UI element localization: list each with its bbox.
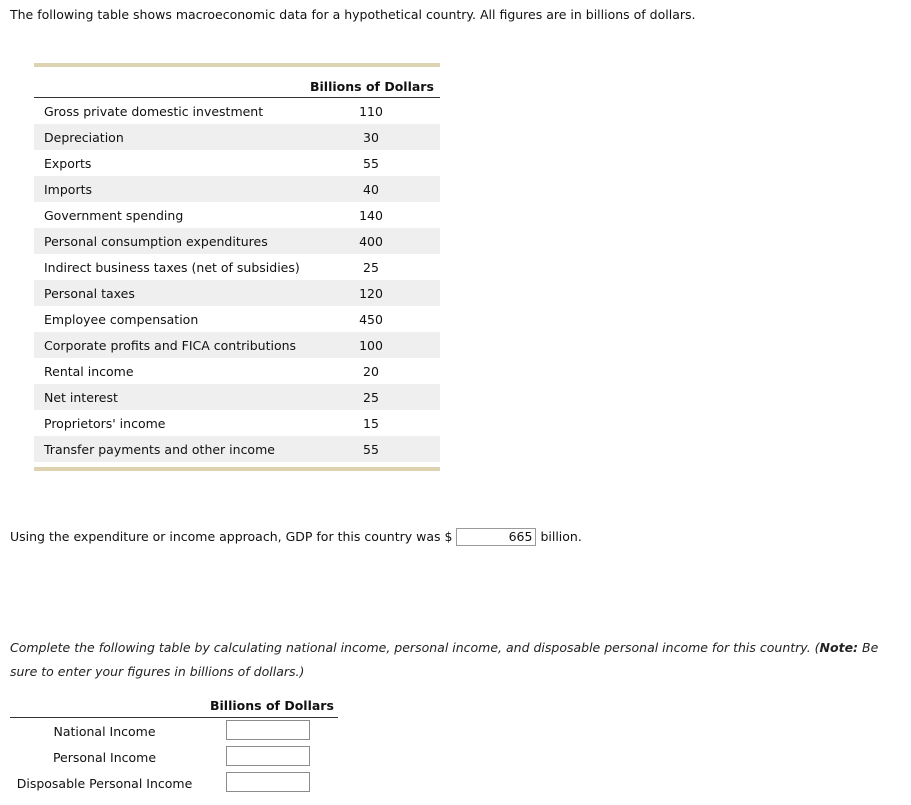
row-label: Indirect business taxes (net of subsidies) [44,260,300,275]
row-label: Government spending [44,208,184,223]
personal-income-label: Personal Income [52,750,157,765]
row-value: 450 [359,312,383,327]
row-label: Gross private domestic investment [44,104,264,119]
table-row [34,332,440,358]
row-value: 25 [363,260,379,275]
table-row [34,384,440,410]
row-value: 30 [363,130,379,145]
gdp-question-prefix: Using the expenditure or income approach, GDP for this country was $ [10,529,453,544]
intro-text: The following table shows macroeconomic data for a hypothetical country. All figures are in billions of dollars. [10,7,696,22]
national-income-input[interactable] [226,720,310,740]
row-label: Personal taxes [44,286,135,301]
row-label: Personal consumption expenditures [44,234,268,249]
row-value: 120 [359,286,383,301]
table-row [34,202,440,228]
macro-data-table [34,63,440,471]
table-header-row [34,67,440,98]
disposable-personal-income-input[interactable] [226,772,310,792]
instructions-part2: Be sure to enter your figures in billions of dollars.) [10,640,879,679]
row-label: Employee compensation [44,312,199,327]
row-value: 140 [359,208,383,223]
row-label: Corporate profits and FICA contributions [44,338,297,353]
gdp-question-suffix: billion. [540,529,582,544]
table-bottom-band [34,467,440,471]
table-row [34,410,440,436]
row-label: Transfer payments and other income [44,442,275,457]
table-row [34,306,440,332]
row-value: 55 [363,156,379,171]
gdp-question [10,527,582,547]
row-value: 100 [359,338,383,353]
income-table-body [10,718,338,796]
row-value: 110 [359,104,383,119]
instructions-text [10,636,900,684]
income-column-header: Billions of Dollars [210,698,334,713]
row-label: Proprietors' income [44,416,166,431]
table-row [34,150,440,176]
table-row [34,280,440,306]
income-row-personal-income [10,744,338,770]
instructions-note-label: Note: [819,640,859,655]
column-header-billions: Billions of Dollars [310,79,434,94]
row-label: Rental income [44,364,134,379]
table-row [34,436,440,462]
table-body [34,98,440,462]
gdp-answer-field[interactable]: 665 [456,528,536,546]
table-row [34,254,440,280]
row-value: 40 [363,182,379,197]
table-row [34,124,440,150]
row-value: 25 [363,390,379,405]
row-label: Imports [44,182,92,197]
row-label: Net interest [44,390,118,405]
disposable-personal-income-label: Disposable Personal Income [16,776,193,791]
income-row-national-income [10,718,338,744]
personal-income-input[interactable] [226,746,310,766]
national-income-label: National Income [53,724,156,739]
table-row [34,228,440,254]
instructions-part1: Complete the following table by calculating national income, personal income, and disposable personal income for this country. ( [10,640,820,655]
row-value: 20 [363,364,379,379]
table-row [34,358,440,384]
table-row [34,176,440,202]
row-value: 55 [363,442,379,457]
income-table [10,695,338,796]
row-label: Depreciation [44,130,124,145]
income-row-disposable-personal-income [10,770,338,796]
row-value: 400 [359,234,383,249]
income-table-header-row [10,695,338,718]
table-row [34,98,440,124]
row-label: Exports [44,156,92,171]
row-value: 15 [363,416,379,431]
